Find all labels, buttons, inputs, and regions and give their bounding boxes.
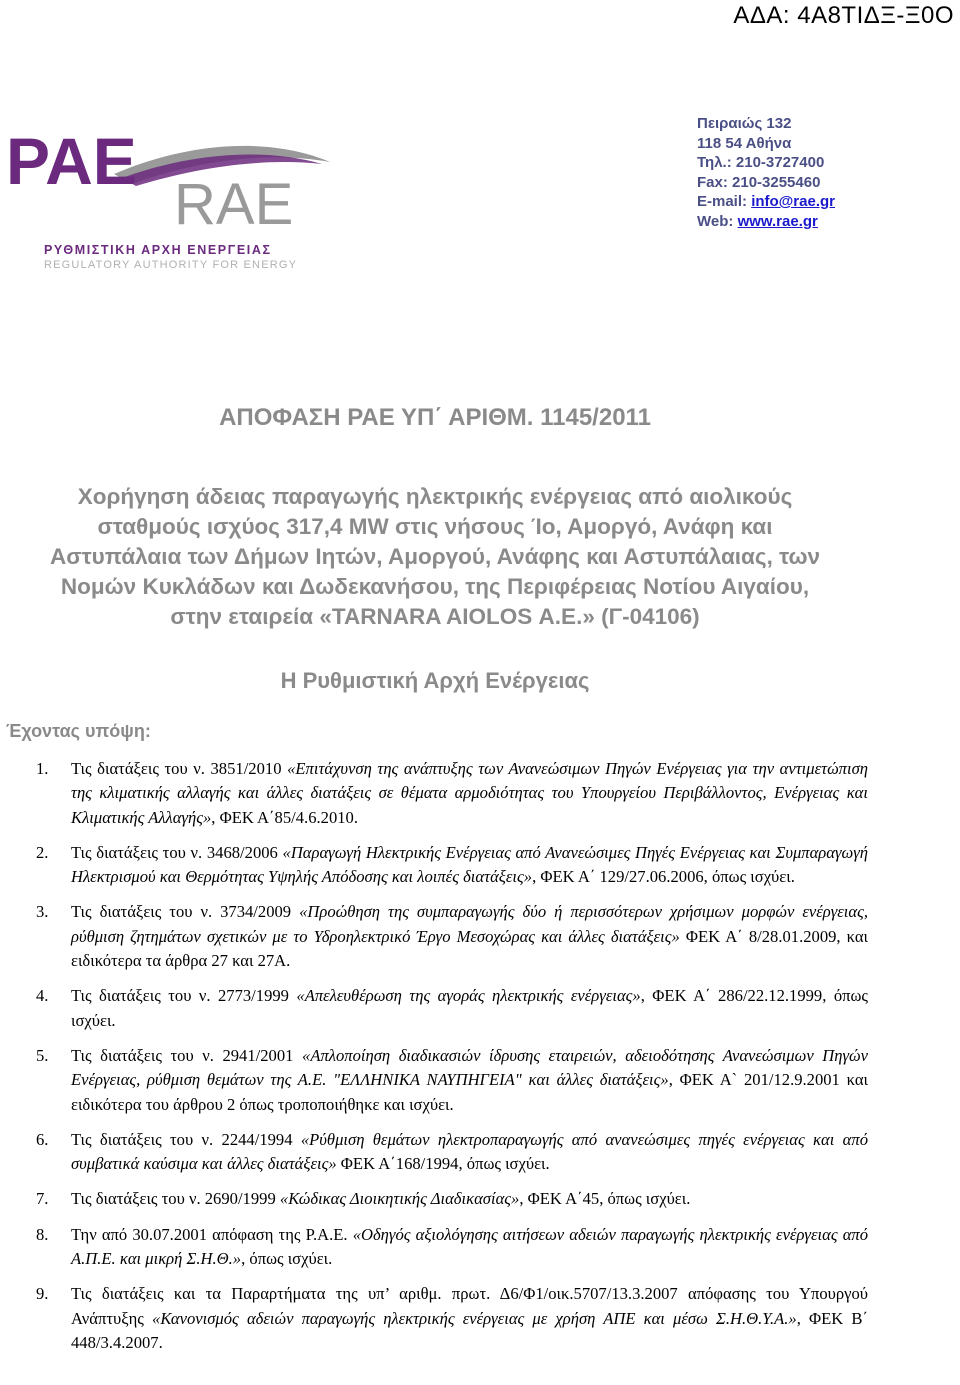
list-item [36,984,868,1033]
logo-mark-gr: ΡΑΕ [6,124,137,198]
contact-phone: Τηλ.: 210-3727400 [697,154,825,171]
item-number: 7. [36,1189,49,1209]
item-text: Τις διατάξεις του ν. 2773/1999 «Απελευθέρωση της αγοράς ηλεκτρικής ενέργειας», ΦΕΚ Α΄ 286/22.12.1999, όπως ισχύει. [71,986,868,1030]
considering-heading: Έχοντας υπόψη: [6,721,151,741]
item-text: Την από 30.07.2001 απόφαση της Ρ.Α.Ε. «Οδηγός αξιολόγησης αιτήσεων αδειών παραγωγής ηλεκτρικής ενέργειας από Α.Π.Ε. και μικρή Σ.Η.Θ.», όπως ισχύει. [71,1224,869,1269]
list-item [36,900,868,973]
list-item [36,1044,868,1117]
contact-city: 118 54 Αθήνα [697,134,792,152]
contact-email-row [697,192,835,212]
item-number: 6. [36,1129,49,1149]
email-link[interactable]: info@rae.gr [751,193,835,210]
decision-number: ΑΠΟΦΑΣΗ ΡΑΕ ΥΠ΄ ΑΡΙΘΜ. 1145/2011 [219,404,651,431]
item-text: Τις διατάξεις του ν. 3734/2009 «Προώθηση της συμπαραγωγής δύο ή περισσότερων χρήσιμων μορφών ενέργειας, ρύθμιση ζητημάτων σχετικών με το Υδροηλεκτρικό Έργο Μεσοχώρας και άλλες διατάξεις» ΦΕΚ Α΄ 8/28.01.2009, και ειδικότερα τα άρθρα 27 και 27Α. [71,902,869,971]
contact-web-row [697,212,835,232]
subject-line: στην εταιρεία «TARNARA AIOLOS Α.Ε.» (Γ-04106) [170,604,700,629]
subject-line: Νομών Κυκλάδων και Δωδεκανήσου, της Περιφέρειας Νοτίου Αιγαίου, [60,574,810,599]
email-label: E-mail: [697,193,752,210]
web-link[interactable]: www.rae.gr [737,212,818,230]
subject-line: σταθμούς ισχύος 317,4 MW στις νήσους Ίο, Αμοργό, Ανάφη και [97,514,773,539]
list-item [36,1282,868,1355]
item-text: Τις διατάξεις του ν. 3851/2010 «Επιτάχυνση της ανάπτυξης των Ανανεώσιμων Πηγών Ενέργειας για την αντιμετώπιση της κλιματικής αλλαγής και άλλες διατάξεις σε θέματα αρμοδιότητας του Υπουργείου Περιβάλλοντος, Ενέργειας και Κλιματικής Αλλαγής», ΦΕΚ Α΄85/4.6.2010. [71,759,868,827]
item-number: 8. [36,1224,49,1244]
logo-mark-en: RAE [174,172,294,237]
logo-name-gr: ΡΥΘΜΙΣΤΙΚΗ ΑΡΧΗ ΕΝΕΡΓΕΙΑΣ [44,243,272,257]
item-text: Τις διατάξεις του ν. 2690/1999 «Κώδικας Διοικητικής Διαδικασίας», ΦΕΚ Α΄45, όπως ισχύει. [71,1189,691,1209]
rae-logo [4,118,334,278]
list-item [36,757,868,830]
decision-subject [0,482,870,632]
item-text: Τις διατάξεις του ν. 3468/2006 «Παραγωγή Ηλεκτρικής Ενέργειας από Ανανεώσιμες Πηγές Ενέργειας και Συμπαραγωγή Ηλεκτρισμού και Θερμότητας Υψηλής Απόδοσης και λοιπές διατάξεις», ΦΕΚ Α΄ 129/27.06.2006, όπως ισχύει. [71,842,868,887]
list-item [36,1223,868,1272]
contact-block [697,114,835,231]
item-number: 2. [36,842,49,862]
item-text: Τις διατάξεις του ν. 2244/1994 «Ρύθμιση θεμάτων ηλεκτροπαραγωγής από ανανεώσιμες πηγές ενέργειας και από συμβατικά καύσιμα και άλλες διατάξεις» ΦΕΚ Α΄168/1994, όπως ισχύει. [71,1129,868,1174]
subject-line: Αστυπάλαια των Δήμων Ιητών, Αμοργού, Ανάφης και Αστυπάλαιας, των [49,544,821,569]
contact-street: Πειραιώς 132 [697,115,792,132]
item-number: 9. [36,1284,49,1304]
list-item [36,1187,868,1211]
subject-line: Χορήγηση άδειας παραγωγής ηλεκτρικής ενέργειας από αιολικούς [77,484,793,509]
ada-code: ΑΔΑ: 4Α8ΤΙΔΞ-Ξ0Ο [733,2,954,29]
item-number: 5. [36,1045,49,1065]
logo-name-en: REGULATORY AUTHORITY FOR ENERGY [44,259,298,271]
item-number: 4. [36,986,49,1006]
item-number: 1. [36,759,49,778]
authority-heading: Η Ρυθμιστική Αρχή Ενέργειας [280,668,590,693]
item-text: Τις διατάξεις του ν. 2941/2001 «Απλοποίηση διαδικασιών ίδρυσης εταιρειών, αδειοδότησης Ανανεώσιμων Πηγών Ενέργειας, ρύθμιση θεμάτων της Α.Ε. "ΕΛΛΗΝΙΚΑ ΝΑΥΠΗΓΕΙΑ" και άλλες διατάξεις», ΦΕΚ Α` 201/12.9.2001 και ειδικότερα του άρθρου 2 όπως τροποποιήθηκε και ισχύει. [71,1045,868,1114]
list-item [36,1128,868,1177]
contact-fax: Fax: 210-3255460 [697,173,821,191]
considerations-list [36,757,868,1366]
web-label: Web: [697,212,738,230]
item-number: 3. [36,902,49,922]
list-item [36,841,868,890]
item-text: Τις διατάξεις και τα Παραρτήματα της υπ’ αριθμ. πρωτ. Δ6/Φ1/οικ.5707/13.3.2007 απόφασης του Υπουργού Ανάπτυξης «Κανονισμός αδειών παραγωγής ηλεκτρικής ενέργειας με χρήση ΑΠΕ και μέσω Σ.Η.Θ.Υ.Α.», ΦΕΚ Β΄ 448/3.4.2007. [71,1284,868,1352]
